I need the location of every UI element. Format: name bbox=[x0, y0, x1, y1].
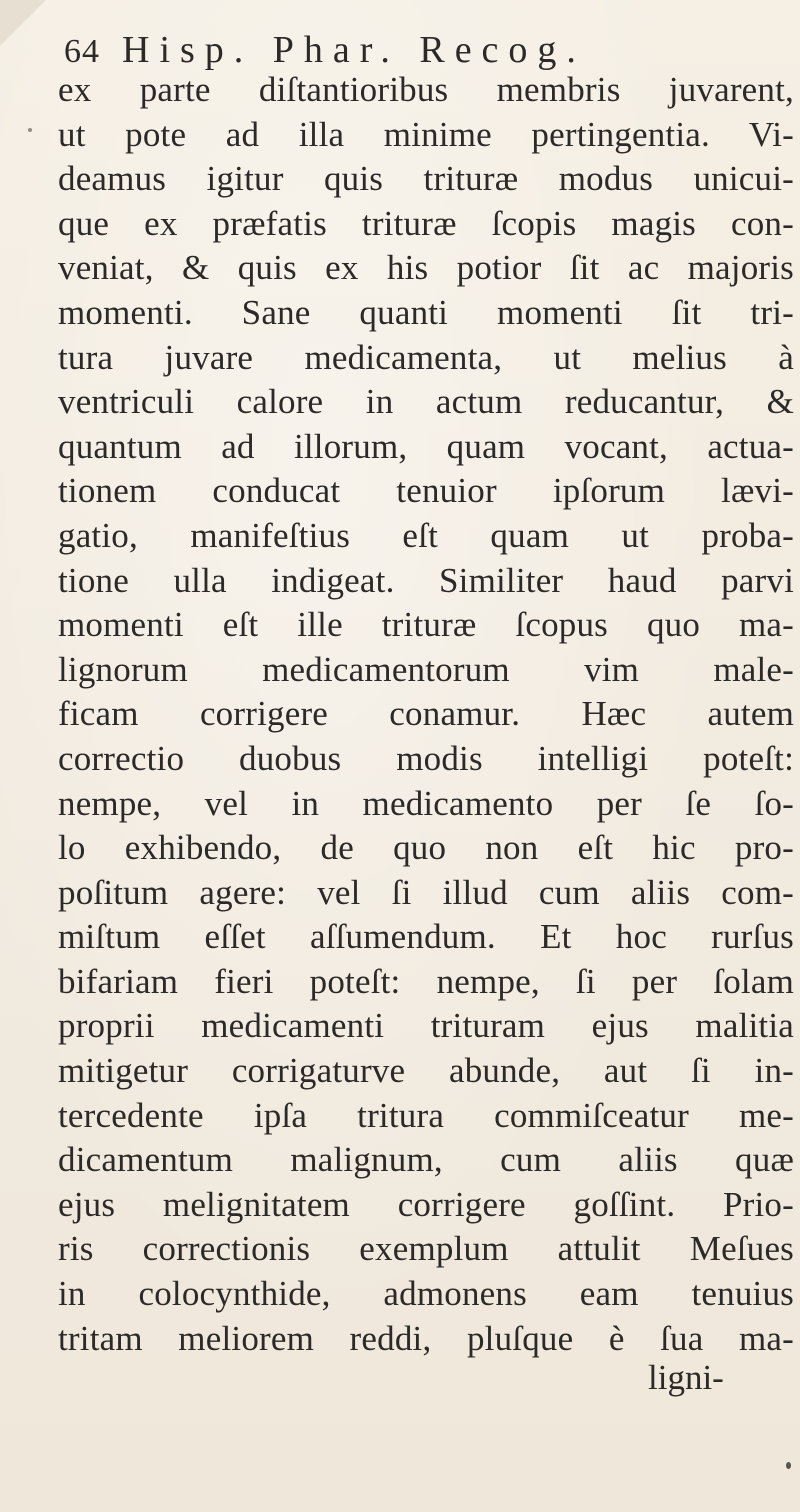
text-line: in colocynthide, admonens eam tenuius bbox=[58, 1274, 794, 1314]
text-line: quantum ad illorum, quam vocant, actua- bbox=[58, 426, 794, 466]
ink-speck bbox=[786, 1462, 791, 1469]
body-text bbox=[58, 68, 794, 1361]
text-line: veniat, & quis ex his potior ſit ac majoris bbox=[58, 248, 794, 288]
text-line: dicamentum malignum, cum aliis quæ bbox=[58, 1140, 794, 1180]
text-line: nempe, vel in medicamento per ſe ſo- bbox=[58, 783, 794, 823]
text-line: tionem conducat tenuior ipſorum lævi- bbox=[58, 471, 794, 511]
text-line: lignorum medicamentorum vim male- bbox=[58, 649, 794, 689]
text-line: ficam corrigere conamur. Hæc autem bbox=[58, 694, 794, 734]
text-line: que ex præfatis trituræ ſcopis magis con- bbox=[58, 203, 794, 243]
catchword: ligni- bbox=[648, 1358, 724, 1397]
text-line: deamus igitur quis trituræ modus unicui- bbox=[58, 159, 794, 199]
text-line: proprii medicamenti trituram ejus malitia bbox=[58, 1006, 794, 1046]
text-line: tura juvare medicamenta, ut melius à bbox=[58, 337, 794, 377]
text-line: gatio, manifeſtius eſt quam ut proba- bbox=[58, 515, 794, 555]
text-line: ris correctionis exemplum attulit Meſues bbox=[58, 1229, 794, 1269]
text-line: bifariam fieri poteſt: nempe, ſi per ſolam bbox=[58, 961, 794, 1001]
text-line: lo exhibendo, de quo non eſt hic pro- bbox=[58, 828, 794, 868]
text-line: momenti eſt ille trituræ ſcopus quo ma- bbox=[58, 605, 794, 645]
text-line: correctio duobus modis intelligi poteſt: bbox=[58, 738, 794, 778]
text-line: tritam meliorem reddi, pluſque è ſua ma- bbox=[58, 1318, 794, 1358]
text-line: ejus melignitatem corrigere goſſint. Prio- bbox=[58, 1184, 794, 1224]
text-line: momenti. Sane quanti momenti ſit tri- bbox=[58, 292, 794, 332]
text-line: tione ulla indigeat. Similiter haud parvi bbox=[58, 560, 794, 600]
text-line: tercedente ipſa tritura commiſceatur me- bbox=[58, 1095, 794, 1135]
text-line: ut pote ad illa minime pertingentia. Vi- bbox=[58, 114, 794, 154]
page-number: 64 bbox=[64, 33, 100, 70]
page-corner-fold bbox=[0, 0, 46, 46]
text-line: ex parte diſtantioribus membris juvarent, bbox=[58, 70, 794, 109]
text-line: ventriculi calore in actum reducantur, & bbox=[58, 382, 794, 422]
running-head: Hisp. Phar. Recog. bbox=[122, 29, 586, 71]
margin-speck bbox=[28, 128, 32, 132]
text-line: poſitum agere: vel ſi illud cum aliis com- bbox=[58, 872, 794, 912]
text-line: miſtum eſſet aſſumendum. Et hoc rurſus bbox=[58, 917, 794, 957]
text-line: mitigetur corrigaturve abunde, aut ſi in- bbox=[58, 1051, 794, 1091]
